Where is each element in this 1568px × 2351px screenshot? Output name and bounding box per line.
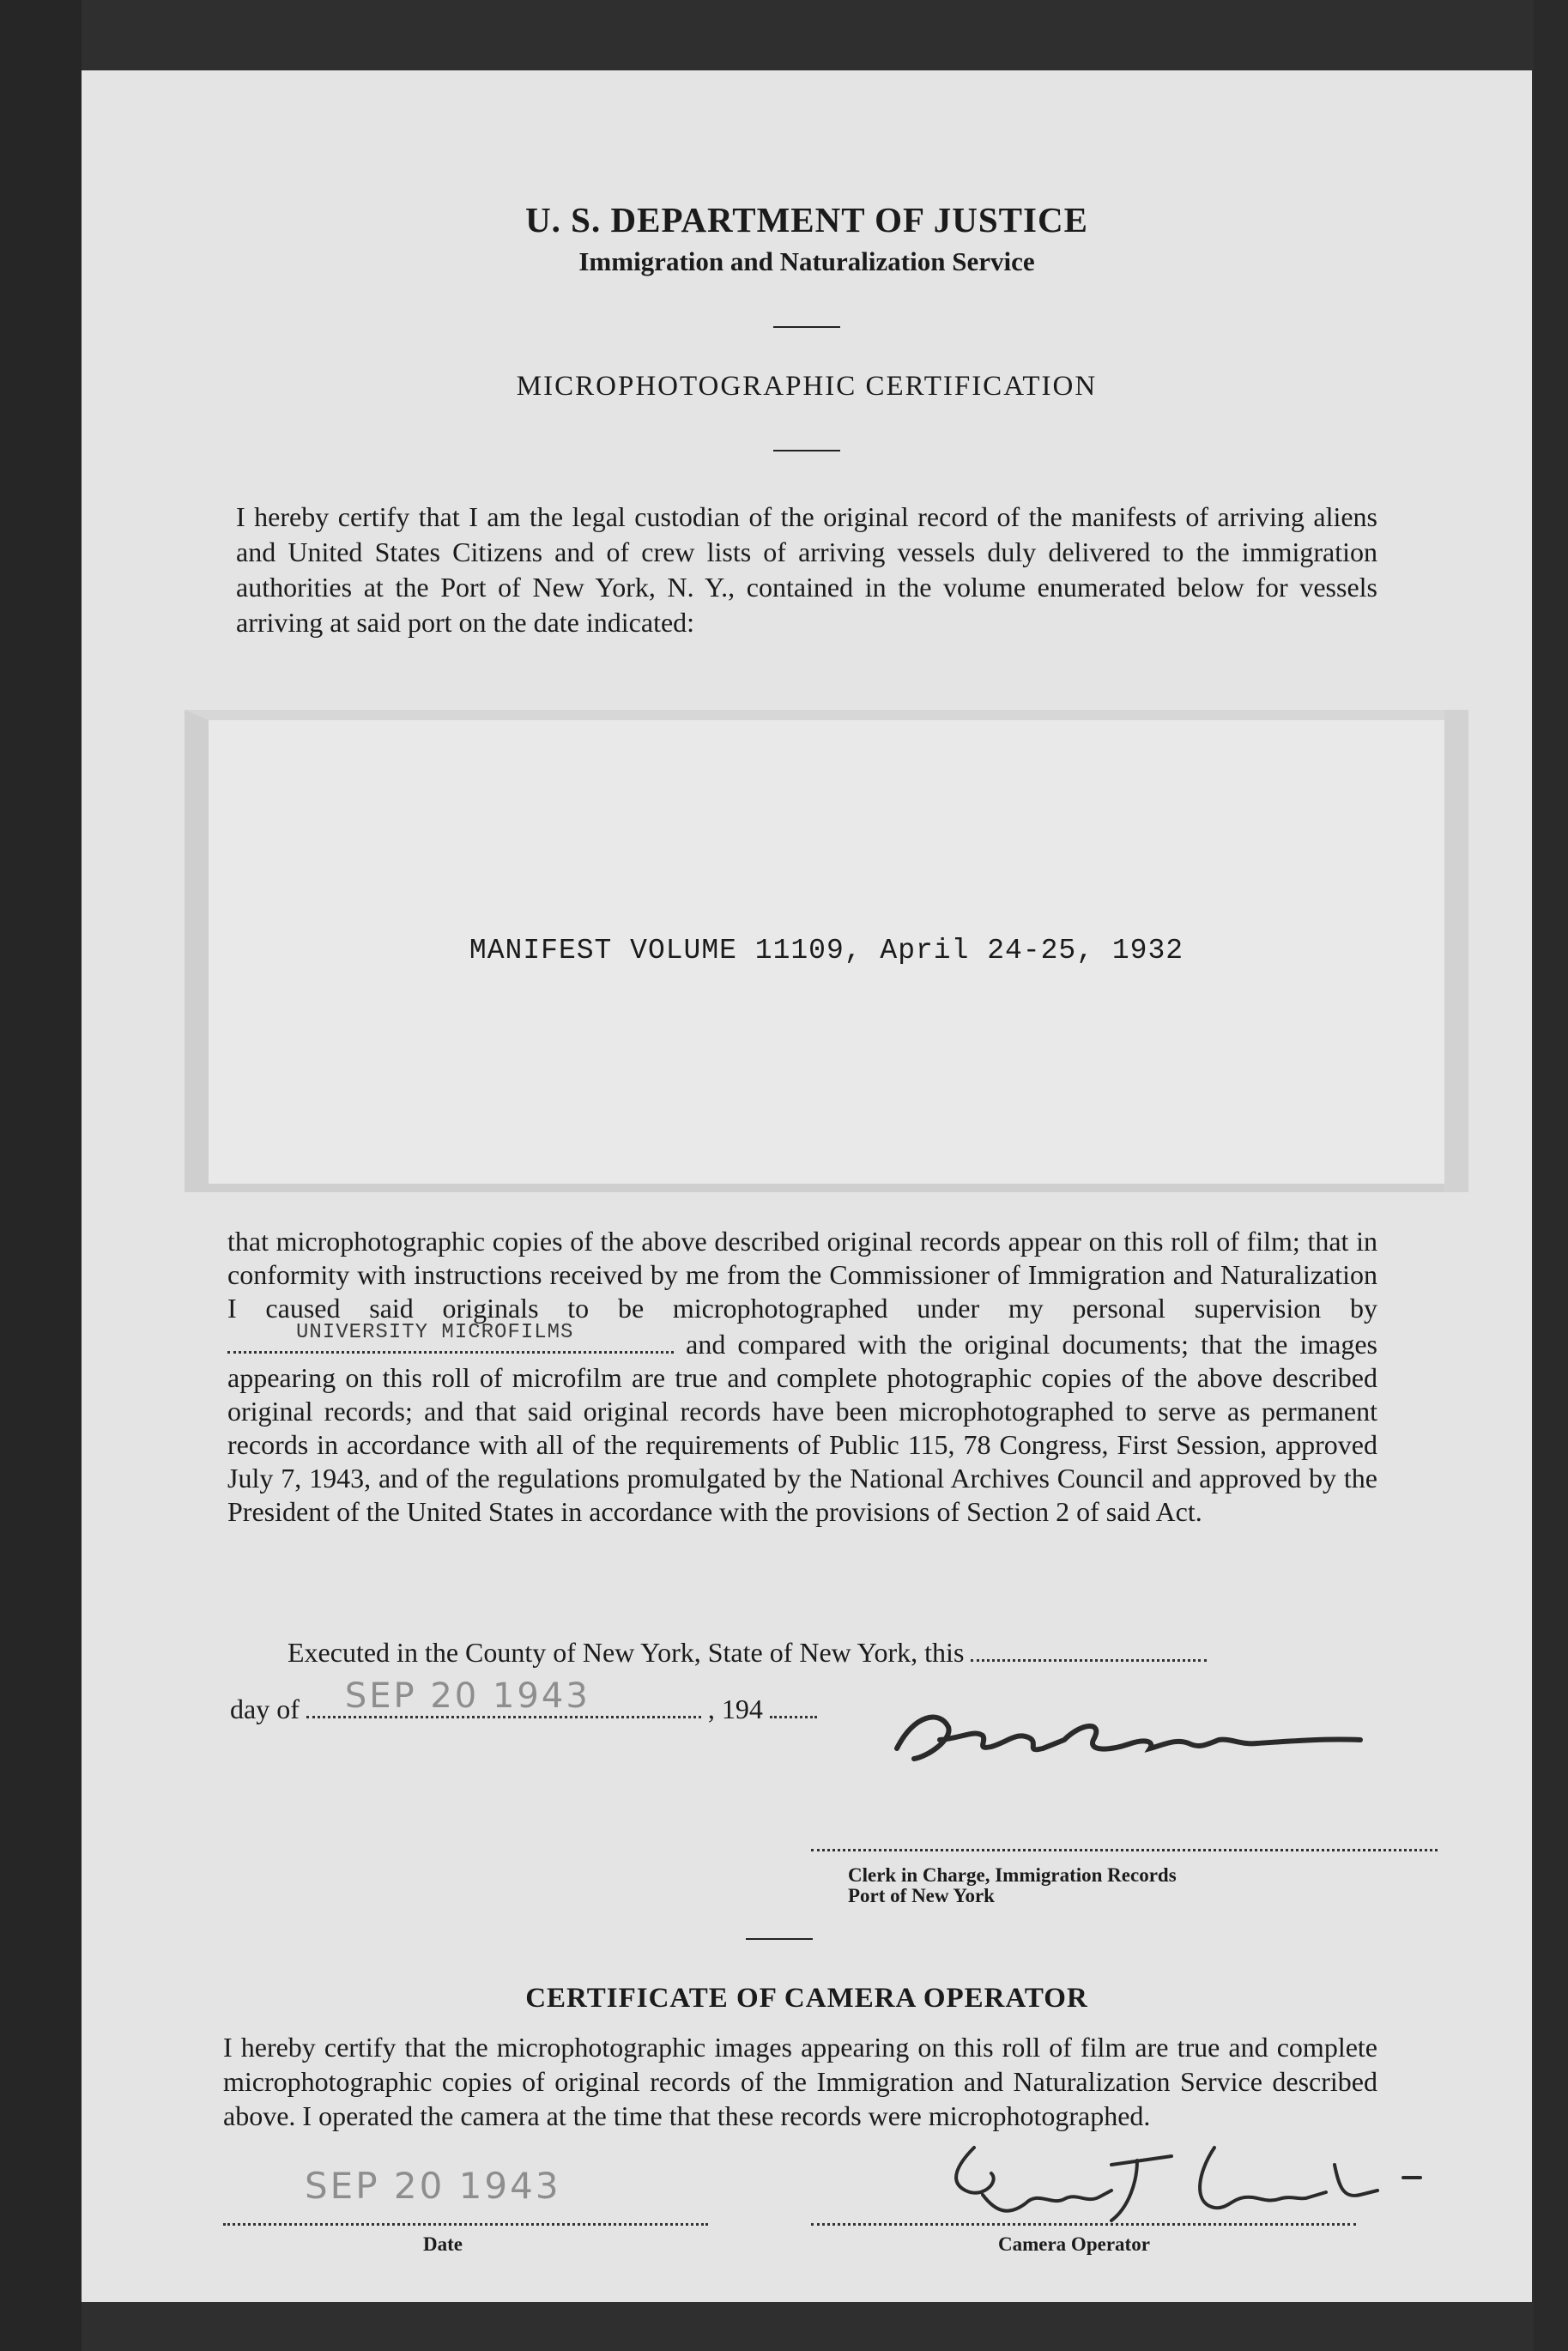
- execution-line: [288, 1637, 1207, 1669]
- supervisor-typed: UNIVERSITY MICROFILMS: [296, 1321, 574, 1344]
- clerk-signature-line: [811, 1849, 1438, 1851]
- divider-top: [773, 326, 840, 328]
- divider-middle: [773, 450, 840, 451]
- supervisor-field: [227, 1321, 674, 1354]
- film-border-right: [1534, 0, 1568, 2351]
- date-stamp-execution: SEP 20 1943: [344, 1676, 590, 1716]
- certification-title: MICROPHOTOGRAPHIC CERTIFICATION: [516, 371, 1098, 402]
- day-of-line: [230, 1676, 942, 1725]
- clerk-title-1: Clerk in Charge, Immigration Records: [848, 1864, 1177, 1886]
- camera-certificate-title: CERTIFICATE OF CAMERA OPERATOR: [525, 1983, 1088, 2014]
- intro-paragraph: I hereby certify that I am the legal custodian of the original record of the manifests of arriving aliens and United States Citizens and of crew lists of arriving vessels duly delivered to the immigration authorities at the Port of New York, N. Y., contained in the volume enumerated below for vessels arriving at said port on the date indicated:: [236, 501, 1377, 638]
- camera-operator-line: [811, 2223, 1356, 2226]
- service-subheading: Immigration and Naturalization Service: [578, 246, 1035, 276]
- divider-bottom: [746, 1938, 813, 1940]
- execution-day-field: [971, 1639, 1207, 1662]
- year-field: [770, 1695, 817, 1718]
- film-border-left: [0, 0, 82, 2351]
- month-field: [306, 1676, 701, 1718]
- clerk-title-2: Port of New York: [848, 1885, 995, 1906]
- body-text-part1: that microphotographic copies of the above described original records appear on this roll of film; that in conformity with instructions received by me from the Commissioner of Immigration and Naturalization I caused said originals to be microphotographed under my personal supervision by: [227, 1226, 1377, 1324]
- camera-date-line: [223, 2223, 708, 2226]
- volume-card-text: MANIFEST VOLUME 11109, April 24-25, 1932: [469, 935, 1184, 966]
- execution-text: Executed in the County of New York, State of New York, this: [288, 1637, 965, 1668]
- volume-card: [185, 710, 1444, 1192]
- clerk-signature: [880, 1688, 1438, 1791]
- camera-operator-signature: [854, 2130, 1455, 2233]
- year-prefix: , 194: [707, 1694, 763, 1724]
- camera-date-label: Date: [423, 2233, 463, 2255]
- day-of-label: day of: [230, 1694, 300, 1724]
- certificate-page: [82, 70, 1532, 2302]
- department-heading: U. S. DEPARTMENT OF JUSTICE: [525, 200, 1088, 239]
- camera-date-stamp: SEP 20 1943: [305, 2165, 561, 2207]
- camera-operator-label: Camera Operator: [998, 2233, 1150, 2255]
- camera-certificate-text: I hereby certify that the microphotographic images appearing on this roll of film are true and complete microphotographic copies of original records of the Immigration and Naturalization Service described above. I operated the camera at the time that these records were microphotographed.: [223, 2032, 1377, 2131]
- certification-body: [227, 1225, 1377, 1529]
- body-text-part2: and compared with the original documents; that the images appearing on this roll of microfilm are true and complete photographic copies of the above described original records; and that said original records have been microphotographed to serve as permanent records in accordance with all of the requirements of Public 115, 78 Congress, First Session, approved July 7, 1943, and of the regulations promulgated by the National Archives Council and approved by the President of the United States in accordance with the provisions of Section 2 of said Act.: [227, 1329, 1378, 1527]
